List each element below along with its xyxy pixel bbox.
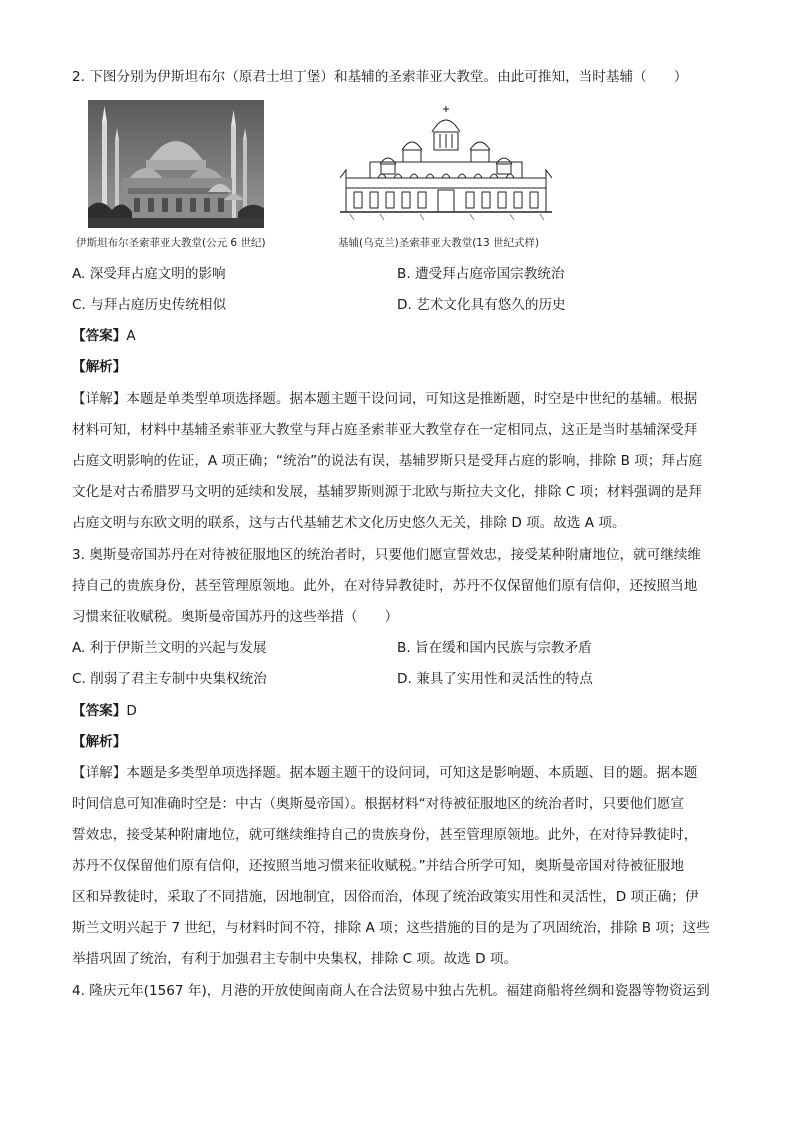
q3-analysis-label: 【解析】: [72, 734, 127, 750]
q3-detail-line: 苏丹不仅保留他们原有信仰，还按照当地习惯来征收赋税。”并结合所学可知，奥斯曼帝国对待被征服地: [72, 858, 684, 874]
q2-analysis-label: 【解析】: [72, 359, 127, 375]
q4-stem: 4. 隆庆元年(1567 年)，月港的开放使闽南商人在合法贸易中独占先机。福建商船将丝绸和瓷器等物资运到: [72, 983, 710, 999]
q3-stem-line: 3. 奥斯曼帝国苏丹在对待被征服地区的统治者时，只要他们愿宣誓效忠，接受某种附庸地位，就可继续维: [72, 547, 702, 563]
q2-answer: [72, 327, 722, 345]
q2-detail-line: 占庭文明影响的佐证，A 项正确；“统治”的说法有误，基辅罗斯只是受拜占庭的影响，排除 B 项；拜占庭: [72, 453, 703, 469]
q2-detail-line: 【详解】本题是单类型单项选择题。据本题主题干设问词，可知这是推断题，时空是中世纪的基辅。根据: [72, 391, 698, 407]
st-sophia-kyiv-drawing: [340, 104, 552, 226]
q3-stem-line: 持自己的贵族身份，甚至管理原领地。此外，在对待异教徒时，苏丹不仅保留他们原有信仰，还按照当地: [72, 578, 698, 594]
q2-stem: 2. 下图分别为伊斯坦布尔（原君士坦丁堡）和基辅的圣索菲亚大教堂。由此可推知，当时基辅（ ）: [72, 69, 688, 85]
answer-label: 【答案】: [72, 703, 127, 719]
q3-option-c[interactable]: C. 削弱了君主专制中央集权统治: [72, 671, 267, 687]
caption-istanbul: 伊斯坦布尔圣索菲亚大教堂(公元 6 世纪): [76, 237, 266, 249]
q3-detail-line: 区和异教徒时，采取了不同措施，因地制宜，因俗而治，体现了统治政策实用性和灵活性，D 项正确；伊: [72, 889, 699, 905]
answer-label: 【答案】: [72, 328, 127, 344]
q3-option-b[interactable]: B. 旨在缓和国内民族与宗教矛盾: [397, 640, 592, 656]
q3-detail-line: 举措巩固了统治，有利于加强君主专制中央集权，排除 C 项。故选 D 项。: [72, 951, 518, 967]
q2-detail-line: 材料可知，材料中基辅圣索菲亚大教堂与拜占庭圣索菲亚大教堂存在一定相同点，这正是当时基辅深受拜: [72, 422, 698, 438]
q3-detail-line: 时间信息可知准确时空是：中古（奥斯曼帝国）。根据材料“对待被征服地区的统治者时，只要他们愿宣: [72, 796, 684, 812]
answer-value: D: [126, 703, 137, 719]
q3-detail-line: 誓效忠，接受某种附庸地位，就可继续维持自己的贵族身份，甚至管理原领地。此外，在对待异教徒时，: [72, 827, 698, 843]
q2-option-d[interactable]: D. 艺术文化具有悠久的历史: [397, 297, 566, 313]
caption-kyiv: 基辅(乌克兰)圣索菲亚大教堂(13 世纪式样): [338, 237, 540, 249]
q3-option-a[interactable]: A. 利于伊斯兰文明的兴起与发展: [72, 640, 267, 656]
answer-value: A: [126, 328, 136, 344]
q3-answer: [72, 702, 722, 720]
q2-option-c[interactable]: C. 与拜占庭历史传统相似: [72, 297, 227, 313]
q3-detail-line: 斯兰文明兴起于 7 世纪，与材料时间不符，排除 A 项；这些措施的目的是为了巩固统治，排除 B 项；这些: [72, 920, 710, 936]
q2-detail-line: 占庭文明与东欧文明的联系，这与古代基辅艺术文化历史悠久无关，排除 D 项。故选 A 项。: [72, 515, 626, 531]
q3-detail-line: 【详解】本题是多类型单项选择题。据本题主题干的设问词，可知这是影响题、本质题、目的题。据本题: [72, 765, 698, 781]
q2-option-b[interactable]: B. 遭受拜占庭帝国宗教统治: [397, 266, 565, 282]
q2-detail-line: 文化是对古希腊罗马文明的延续和发展，基辅罗斯则源于北欧与斯拉夫文化，排除 C 项；材料强调的是拜: [72, 484, 702, 500]
hagia-sophia-istanbul-photo: [88, 100, 264, 232]
q3-stem-line: 习惯来征收赋税。奥斯曼帝国苏丹的这些举措（ ）: [72, 609, 399, 625]
q3-option-d[interactable]: D. 兼具了实用性和灵活性的特点: [397, 671, 593, 687]
q2-option-a[interactable]: A. 深受拜占庭文明的影响: [72, 266, 226, 282]
